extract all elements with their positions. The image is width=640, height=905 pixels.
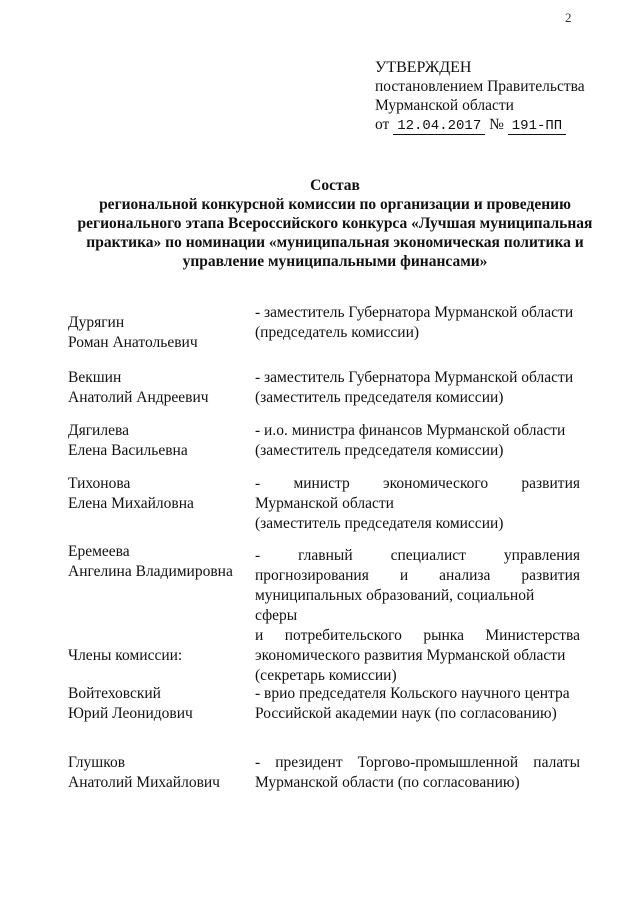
- approval-line-1: постановлением Правительства: [375, 78, 585, 95]
- page-number: 2: [565, 10, 572, 25]
- member-role: [255, 368, 580, 408]
- member-surname: Дягилева: [68, 422, 129, 439]
- member-surname: Глушков: [68, 754, 126, 771]
- member-name: Ангелина Владимировна: [68, 563, 233, 580]
- member-role-line: - главный специалист управления: [255, 547, 580, 564]
- member-name: Анатолий Андреевич: [68, 389, 209, 406]
- member-role: [255, 303, 580, 343]
- member-surname: Войтеховский: [68, 685, 161, 702]
- member-person: [68, 684, 248, 724]
- member-role-line: (заместитель председателя комиссии): [255, 515, 504, 532]
- member-role-line: (председатель комиссии): [255, 324, 420, 341]
- member-role-line: Мурманской области: [255, 495, 394, 512]
- heading-line-2: региональной конкурсной комиссии по организации и проведению: [99, 196, 571, 213]
- member-name: Юрий Леонидович: [68, 705, 193, 722]
- member-role: [255, 684, 580, 724]
- approval-stamp: [375, 58, 615, 136]
- member-person: [68, 313, 248, 353]
- member-role-line: (заместитель председателя комиссии): [255, 389, 504, 406]
- member-role-line: Российской академии наук (по согласованию): [255, 705, 557, 722]
- member-name: Елена Михайловна: [68, 495, 194, 512]
- member-person: [68, 474, 248, 514]
- member-role-line: (заместитель председателя комиссии): [255, 442, 504, 459]
- member-role-line: - министр экономического развития: [255, 475, 580, 492]
- member-role-line: - заместитель Губернатора Мурманской области: [255, 369, 574, 386]
- member-role-line: Мурманской области (по согласованию): [255, 774, 520, 791]
- member-role-line: прогнозирования и анализа развития: [255, 567, 580, 584]
- member-person: [68, 421, 248, 461]
- member-person: [68, 368, 248, 408]
- number-prefix: №: [489, 116, 504, 133]
- member-name: Анатолий Михайлович: [68, 774, 220, 791]
- date-prefix: от: [375, 116, 390, 133]
- member-person: [68, 542, 248, 582]
- member-role-line: (секретарь комиссии): [255, 667, 397, 684]
- member-role-line: - президент Торгово-промышленной палаты: [255, 754, 580, 771]
- approval-number: 191-ПП: [508, 118, 566, 135]
- approval-title: УТВЕРЖДЕН: [375, 59, 472, 76]
- member-role-line: - заместитель Губернатора Мурманской области: [255, 304, 574, 321]
- member-role-line: экономического развития Мурманской области: [255, 647, 566, 664]
- member-surname: Дурягин: [68, 314, 125, 331]
- heading-line-4: практика» по номинации «муниципальная экономическая политика и: [86, 234, 584, 251]
- members-section-label: Члены комиссии:: [68, 647, 183, 664]
- member-surname: Векшин: [68, 369, 122, 386]
- member-role-line: и потребительского рынка Министерства: [255, 627, 580, 644]
- approval-line-2: Мурманской области: [375, 97, 514, 114]
- member-surname: Еремеева: [68, 543, 130, 560]
- heading-title: Состав: [310, 177, 360, 194]
- document-heading: [40, 176, 630, 271]
- approval-date-line: [375, 115, 615, 136]
- member-name: Роман Анатольевич: [68, 334, 198, 351]
- member-surname: Тихонова: [68, 475, 131, 492]
- member-role: [255, 474, 580, 534]
- member-role: [255, 753, 580, 793]
- member-name: Елена Васильевна: [68, 442, 188, 459]
- member-role: [255, 546, 580, 686]
- member-person: [68, 753, 248, 793]
- heading-line-5: управление муниципальными финансами»: [182, 253, 488, 270]
- member-role: [255, 421, 580, 461]
- heading-line-3: регионального этапа Всероссийского конкурса «Лучшая муниципальная: [77, 215, 593, 232]
- member-role-line: - врио председателя Кольского научного центра: [255, 685, 570, 702]
- approval-date: 12.04.2017: [393, 118, 485, 135]
- member-role-line: - и.о. министра финансов Мурманской области: [255, 422, 566, 439]
- member-role-line: муниципальных образований, социальной сферы: [255, 587, 535, 624]
